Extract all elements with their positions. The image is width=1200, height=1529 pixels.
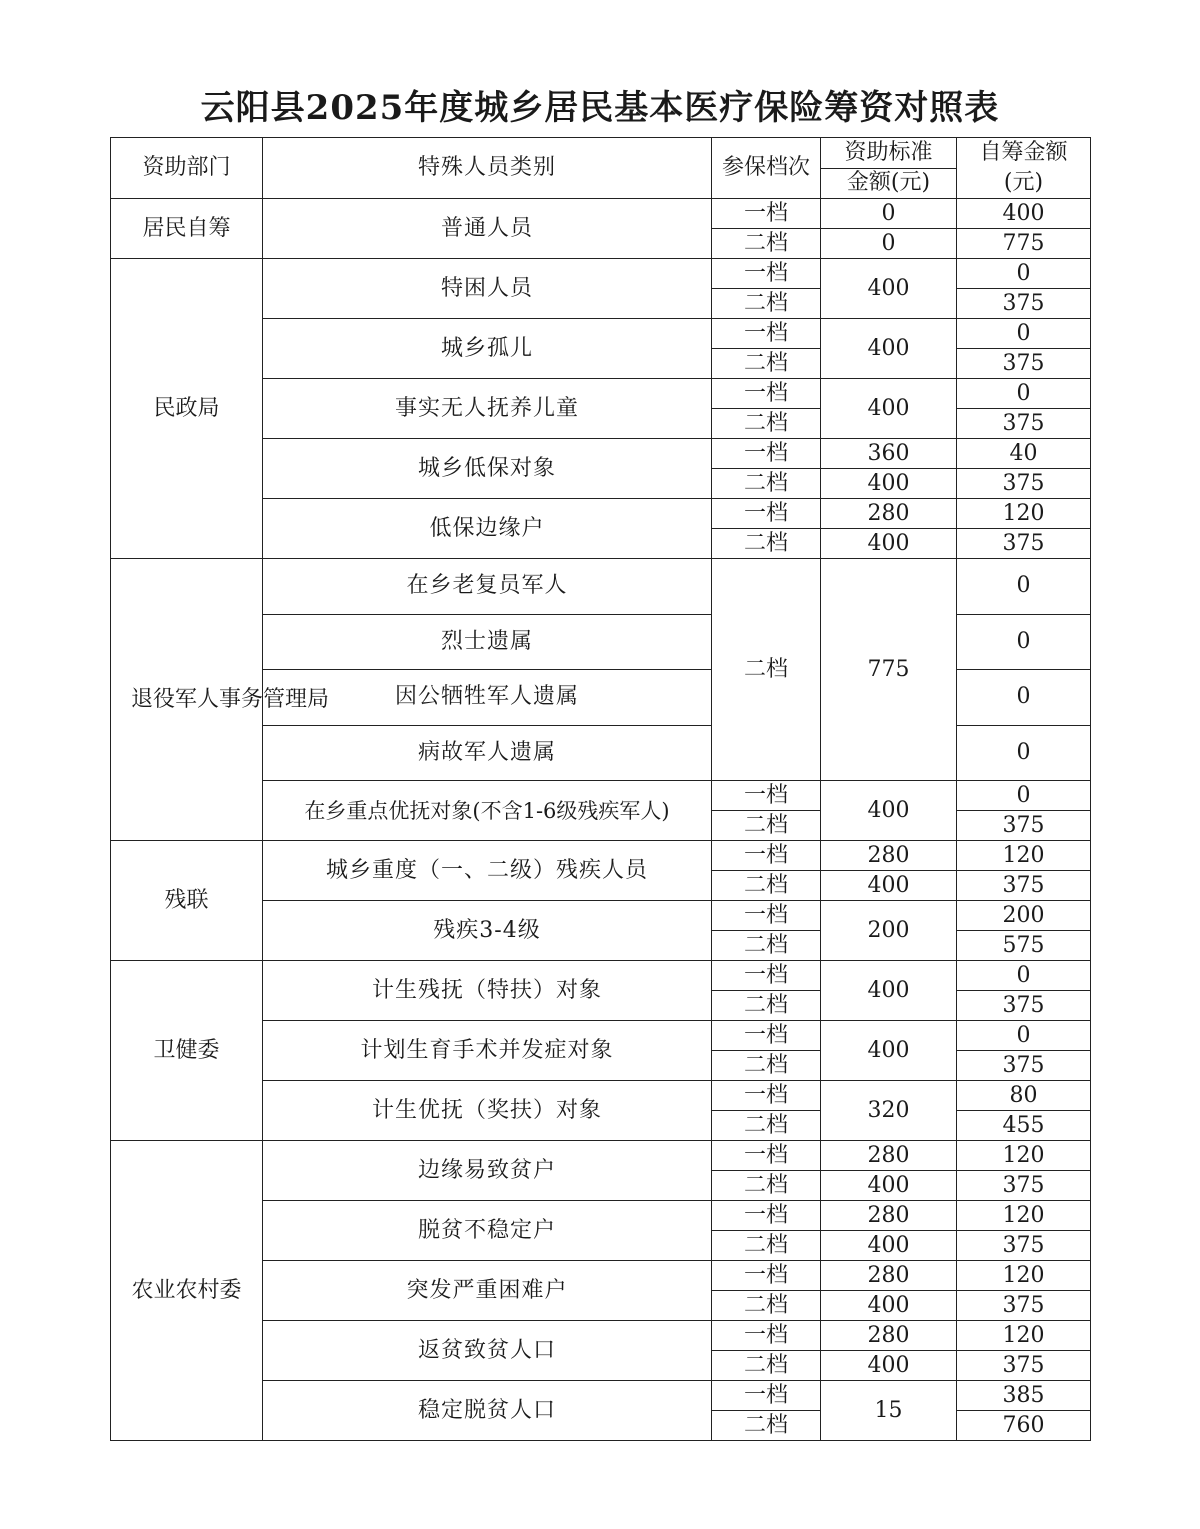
self-amount-cell: 375 <box>957 1351 1091 1381</box>
subsidy-cell: 0 <box>821 229 957 259</box>
table-row <box>111 199 1091 229</box>
subsidy-cell: 15 <box>821 1381 957 1441</box>
tier-cell: 一档 <box>712 259 821 289</box>
tier-cell: 一档 <box>712 1021 821 1051</box>
subsidy-cell: 400 <box>821 1171 957 1201</box>
department-cell: 农业农村委 <box>111 1141 263 1441</box>
category-cell: 特困人员 <box>263 259 712 319</box>
self-amount-cell: 0 <box>957 379 1091 409</box>
tier-cell: 一档 <box>712 439 821 469</box>
header-subsidy-top: 资助标准 <box>821 138 957 169</box>
category-cell: 脱贫不稳定户 <box>263 1201 712 1261</box>
header-self-top: 自筹金额 <box>979 140 1068 165</box>
subsidy-cell: 400 <box>821 469 957 499</box>
tier-cell: 一档 <box>712 499 821 529</box>
subsidy-cell: 280 <box>821 499 957 529</box>
tier-cell: 一档 <box>712 319 821 349</box>
tier-cell: 二档 <box>712 931 821 961</box>
tier-cell: 二档 <box>712 349 821 379</box>
self-amount-cell: 375 <box>957 991 1091 1021</box>
self-amount-cell: 120 <box>957 1321 1091 1351</box>
tier-cell: 一档 <box>712 1261 821 1291</box>
category-cell: 在乡重点优抚对象(不含1-6级残疾军人) <box>263 781 712 841</box>
self-amount-cell: 375 <box>957 409 1091 439</box>
self-amount-cell: 375 <box>957 529 1091 559</box>
self-amount-cell: 120 <box>957 1141 1091 1171</box>
self-amount-cell: 575 <box>957 931 1091 961</box>
tier-cell: 一档 <box>712 199 821 229</box>
category-cell: 低保边缘户 <box>263 499 712 559</box>
subsidy-cell: 280 <box>821 1261 957 1291</box>
category-cell: 残疾3-4级 <box>263 901 712 961</box>
self-amount-cell: 0 <box>957 961 1091 991</box>
tier-cell: 二档 <box>712 409 821 439</box>
table-body <box>111 138 1091 1441</box>
header-row <box>111 138 1091 169</box>
subsidy-cell: 280 <box>821 1321 957 1351</box>
category-cell: 返贫致贫人口 <box>263 1321 712 1381</box>
category-cell: 稳定脱贫人口 <box>263 1381 712 1441</box>
header-self-bottom: (元) <box>1003 170 1044 195</box>
tier-cell: 二档 <box>712 1171 821 1201</box>
subsidy-cell: 280 <box>821 841 957 871</box>
self-amount-cell: 375 <box>957 469 1091 499</box>
header-category: 特殊人员类别 <box>263 138 712 199</box>
self-amount-cell: 455 <box>957 1111 1091 1141</box>
category-cell: 计生优抚（奖扶）对象 <box>263 1081 712 1141</box>
subsidy-cell: 400 <box>821 1291 957 1321</box>
category-cell: 在乡老复员军人 <box>263 559 712 615</box>
self-amount-cell: 0 <box>957 1021 1091 1051</box>
subsidy-cell: 400 <box>821 1351 957 1381</box>
subsidy-cell: 0 <box>821 199 957 229</box>
self-amount-cell: 0 <box>957 781 1091 811</box>
subsidy-cell: 775 <box>821 559 957 781</box>
category-cell: 城乡重度（一、二级）残疾人员 <box>263 841 712 901</box>
header-department: 资助部门 <box>111 138 263 199</box>
tier-cell: 二档 <box>712 529 821 559</box>
category-cell: 突发严重困难户 <box>263 1261 712 1321</box>
self-amount-cell: 40 <box>957 439 1091 469</box>
subsidy-cell: 360 <box>821 439 957 469</box>
tier-cell: 二档 <box>712 559 821 781</box>
self-amount-cell: 120 <box>957 841 1091 871</box>
self-amount-cell: 375 <box>957 871 1091 901</box>
document-title: 云阳县2025年度城乡居民基本医疗保险筹资对照表 <box>200 88 1000 128</box>
self-amount-cell: 200 <box>957 901 1091 931</box>
self-amount-cell: 400 <box>957 199 1091 229</box>
subsidy-cell: 400 <box>821 1021 957 1081</box>
subsidy-cell: 400 <box>821 319 957 379</box>
tier-cell: 二档 <box>712 1051 821 1081</box>
self-amount-cell: 375 <box>957 1231 1091 1261</box>
subsidy-cell: 400 <box>821 781 957 841</box>
subsidy-cell: 200 <box>821 901 957 961</box>
category-cell: 烈士遗属 <box>263 614 712 670</box>
tier-cell: 一档 <box>712 1141 821 1171</box>
self-amount-cell: 375 <box>957 1051 1091 1081</box>
department-cell: 卫健委 <box>111 961 263 1141</box>
header-self <box>957 138 1091 199</box>
self-amount-cell: 0 <box>957 670 1091 726</box>
category-cell: 病故军人遗属 <box>263 725 712 781</box>
tier-cell: 二档 <box>712 1351 821 1381</box>
funding-table <box>110 137 1091 1441</box>
subsidy-cell: 400 <box>821 529 957 559</box>
table-row <box>111 1141 1091 1171</box>
self-amount-cell: 375 <box>957 289 1091 319</box>
tier-cell: 一档 <box>712 961 821 991</box>
tier-cell: 一档 <box>712 841 821 871</box>
category-cell: 因公牺牲军人遗属 <box>263 670 712 726</box>
subsidy-cell: 400 <box>821 871 957 901</box>
self-amount-cell: 120 <box>957 1201 1091 1231</box>
tier-cell: 一档 <box>712 1201 821 1231</box>
tier-cell: 一档 <box>712 1381 821 1411</box>
subsidy-cell: 320 <box>821 1081 957 1141</box>
self-amount-cell: 375 <box>957 811 1091 841</box>
self-amount-cell: 385 <box>957 1381 1091 1411</box>
self-amount-cell: 0 <box>957 559 1091 615</box>
tier-cell: 二档 <box>712 289 821 319</box>
category-cell: 城乡低保对象 <box>263 439 712 499</box>
self-amount-cell: 0 <box>957 259 1091 289</box>
self-amount-cell: 0 <box>957 319 1091 349</box>
self-amount-cell: 375 <box>957 1291 1091 1321</box>
self-amount-cell: 120 <box>957 1261 1091 1291</box>
department-cell: 居民自筹 <box>111 199 263 259</box>
subsidy-cell: 400 <box>821 1231 957 1261</box>
tier-cell: 一档 <box>712 1321 821 1351</box>
category-cell: 边缘易致贫户 <box>263 1141 712 1201</box>
self-amount-cell: 120 <box>957 499 1091 529</box>
department-cell: 退役军人事务管理局 <box>111 559 263 841</box>
self-amount-cell: 80 <box>957 1081 1091 1111</box>
subsidy-cell: 400 <box>821 961 957 1021</box>
self-amount-cell: 375 <box>957 1171 1091 1201</box>
subsidy-cell: 400 <box>821 379 957 439</box>
header-subsidy-bottom: 金额(元) <box>821 168 957 199</box>
table-row <box>111 841 1091 871</box>
category-cell: 事实无人抚养儿童 <box>263 379 712 439</box>
tier-cell: 二档 <box>712 1411 821 1441</box>
tier-cell: 二档 <box>712 229 821 259</box>
self-amount-cell: 375 <box>957 349 1091 379</box>
table-row <box>111 259 1091 289</box>
tier-cell: 二档 <box>712 1291 821 1321</box>
tier-cell: 二档 <box>712 991 821 1021</box>
self-amount-cell: 760 <box>957 1411 1091 1441</box>
table-row <box>111 559 1091 615</box>
category-cell: 普通人员 <box>263 199 712 259</box>
self-amount-cell: 0 <box>957 725 1091 781</box>
tier-cell: 一档 <box>712 901 821 931</box>
category-cell: 计划生育手术并发症对象 <box>263 1021 712 1081</box>
tier-cell: 一档 <box>712 1081 821 1111</box>
tier-cell: 二档 <box>712 469 821 499</box>
tier-cell: 二档 <box>712 1111 821 1141</box>
department-cell: 民政局 <box>111 259 263 559</box>
header-tier: 参保档次 <box>712 138 821 199</box>
subsidy-cell: 280 <box>821 1201 957 1231</box>
tier-cell: 一档 <box>712 379 821 409</box>
self-amount-cell: 775 <box>957 229 1091 259</box>
department-cell: 残联 <box>111 841 263 961</box>
tier-cell: 一档 <box>712 781 821 811</box>
tier-cell: 二档 <box>712 1231 821 1261</box>
category-cell: 城乡孤儿 <box>263 319 712 379</box>
tier-cell: 二档 <box>712 811 821 841</box>
table-row <box>111 961 1091 991</box>
self-amount-cell: 0 <box>957 614 1091 670</box>
subsidy-cell: 400 <box>821 259 957 319</box>
tier-cell: 二档 <box>712 871 821 901</box>
subsidy-cell: 280 <box>821 1141 957 1171</box>
category-cell: 计生残抚（特扶）对象 <box>263 961 712 1021</box>
